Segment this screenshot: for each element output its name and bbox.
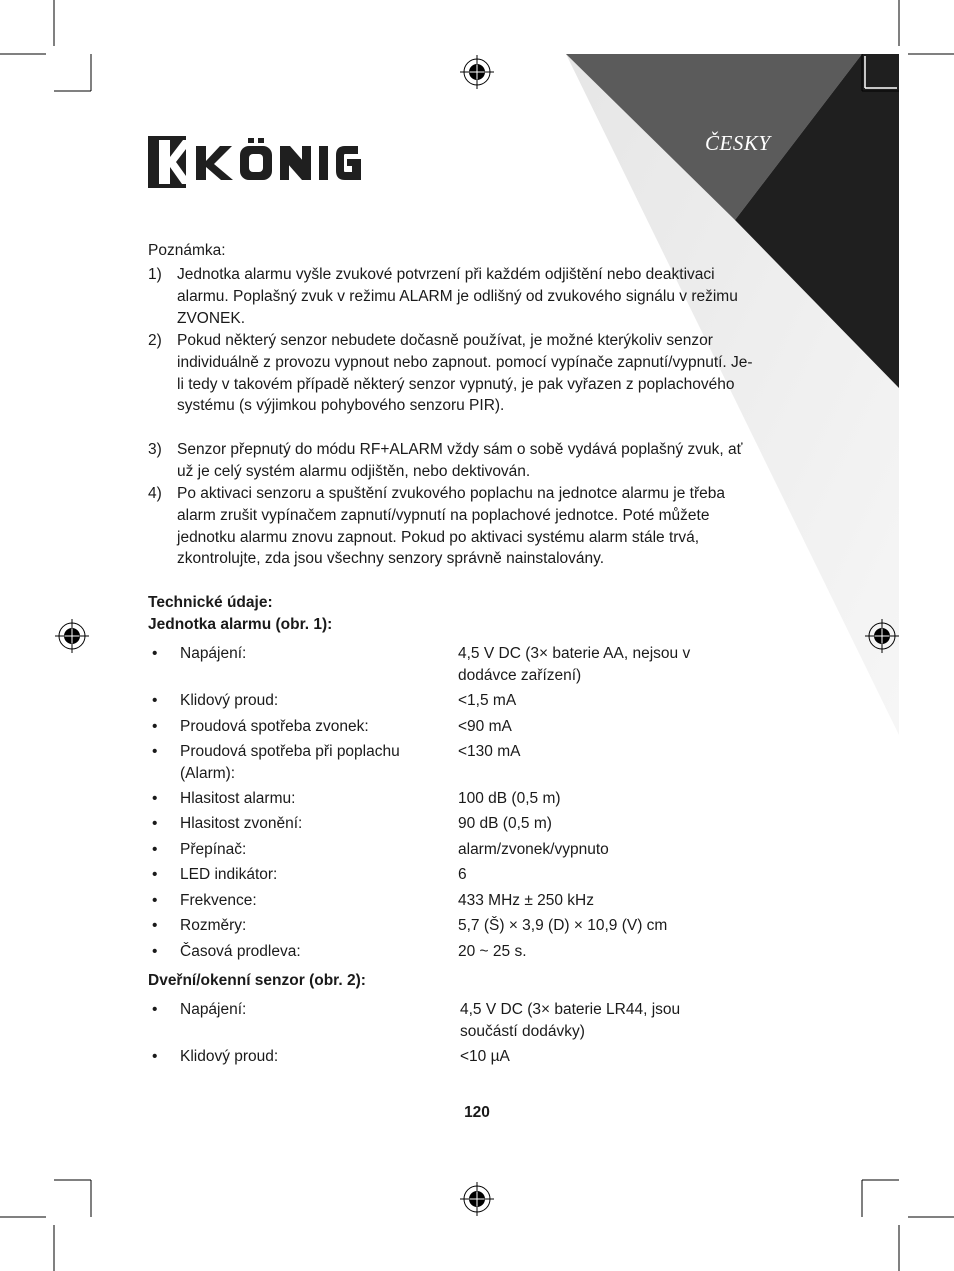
bullet: • [152, 892, 158, 909]
note-item-number: 1) [148, 266, 162, 283]
konig-logo-icon [148, 136, 186, 188]
spec-label: Proudová spotřeba zvonek: [180, 718, 369, 735]
spec-value: 100 dB (0,5 m) [458, 790, 561, 807]
spec-value: <10 µA [460, 1048, 510, 1065]
spec-value: <90 mA [458, 718, 512, 735]
spec-label: Časová prodleva: [180, 943, 301, 960]
page-number: 120 [464, 1104, 490, 1121]
spec-value: 6 [458, 866, 467, 883]
bullet: • [152, 866, 158, 883]
note-item-text: Senzor přepnutý do módu RF+ALARM vždy sám o sobě vydává poplašný zvuk, ať už je celý systém alarmu odjištěn, nebo dektivován. [177, 441, 743, 480]
bullet: • [152, 692, 158, 709]
spec-label: Proudová spotřeba při poplachu (Alarm): [180, 743, 400, 782]
note-item-text: Jednotka alarmu vyšle zvukové potvrzení při každém odjištění nebo deaktivaci alarmu. Poplašný zvuk v režimu ALARM je odlišný od zvukového signálu v režimu ZVONEK. [177, 266, 738, 327]
spec-label: Hlasitost alarmu: [180, 790, 296, 807]
spec-label: Přepínač: [180, 841, 247, 858]
note-item-number: 4) [148, 485, 162, 502]
bullet: • [152, 645, 158, 662]
spec-value: <130 mA [458, 743, 521, 760]
spec-value: 20 ~ 25 s. [458, 943, 527, 960]
note-item-3 [148, 439, 758, 483]
spec-value: 5,7 (Š) × 3,9 (D) × 10,9 (V) cm [458, 917, 668, 934]
spec-label: Klidový proud: [180, 1048, 279, 1065]
note-item-text: Pokud některý senzor nebudete dočasně používat, je možné kterýkoliv senzor individuálně z provozu vypnout nebo zapnout. pomocí vypínače zapnutí/vypnutí. Je-li tedy v takovém případě některý senzor vypnutý, je pak vyřazen z poplachového systému (s výjimkou pohybového senzoru PIR). [177, 332, 753, 415]
spec-value: 90 dB (0,5 m) [458, 815, 552, 832]
alarm-unit-title: Jednotka alarmu (obr. 1): [148, 616, 333, 633]
spec-value: 433 MHz ± 250 kHz [458, 892, 595, 909]
bullet: • [152, 943, 158, 960]
bullet: • [152, 790, 158, 807]
spec-value: alarm/zvonek/vypnuto [458, 841, 609, 858]
konig-wordmark [196, 138, 361, 180]
bullet: • [152, 815, 158, 832]
note-item-4 [148, 483, 758, 570]
spec-label: Rozměry: [180, 917, 247, 934]
note-item-1 [148, 264, 758, 329]
spec-value: 4,5 V DC (3× baterie AA, nejsou v dodávce zařízení) [458, 645, 691, 684]
bullet: • [152, 841, 158, 858]
spec-label: Frekvence: [180, 892, 257, 909]
note-title: Poznámka: [148, 242, 226, 259]
bullet: • [152, 743, 158, 760]
bullet: • [152, 718, 158, 735]
specs-title: Technické údaje: [148, 594, 273, 611]
bullet: • [152, 1001, 158, 1018]
spec-label: Napájení: [180, 1001, 247, 1018]
spec-label: Hlasitost zvonění: [180, 815, 303, 832]
spec-label: Napájení: [180, 645, 247, 662]
spec-value: <1,5 mA [458, 692, 517, 709]
language-label: ČESKY [705, 131, 771, 155]
bullet: • [152, 1048, 158, 1065]
spec-label: LED indikátor: [180, 866, 278, 883]
note-item-2 [148, 330, 758, 417]
note-item-number: 3) [148, 441, 162, 458]
door-sensor-title: Dveřní/okenní senzor (obr. 2): [148, 972, 366, 989]
note-item-number: 2) [148, 332, 162, 349]
bullet: • [152, 917, 158, 934]
spec-label: Klidový proud: [180, 692, 279, 709]
note-item-text: Po aktivaci senzoru a spuštění zvukového poplachu na jednotce alarmu je třeba alarm zrušit vypínačem zapnutí/vypnutí na poplachové jednotce. Poté můžete jednotku alarmu znovu zapnout. Pokud po aktivaci systému alarm stále trvá, zkontrolujte, zda jsou všechny senzory správně nainstalovány. [177, 485, 726, 568]
spec-value: 4,5 V DC (3× baterie LR44, jsou součástí dodávky) [460, 1001, 681, 1040]
